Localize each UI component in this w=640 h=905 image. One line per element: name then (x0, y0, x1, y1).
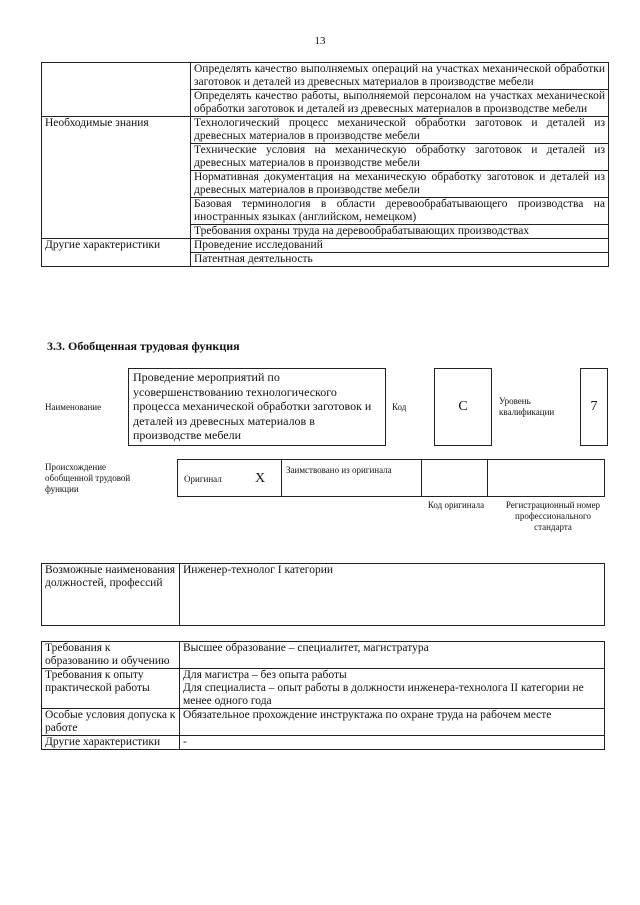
requirement-line: Для специалиста – опыт работы в должности инженера-технолога II категории не менее одного года (183, 682, 584, 707)
reg-caption: Регистрационный номер профессионального стандарта (505, 500, 601, 532)
other-label: Другие характеристики (42, 239, 191, 267)
requirement-value: Обязательное прохождение инструктажа по охране труда на рабочем месте (180, 709, 605, 736)
empty-label-cell (42, 63, 191, 117)
knowledge-table (41, 62, 609, 267)
function-name: Проведение мероприятий по усовершенствованию технологического процесса механической обработки заготовок и деталей из древесных материалов в производстве мебели (128, 368, 386, 446)
code-value: С (434, 368, 492, 446)
positions-value: Инженер-технолог I категории (180, 564, 605, 626)
original-label: Оригинал (184, 474, 222, 484)
section-title: 3.3. Обобщенная трудовая функция (47, 339, 240, 353)
skill-row: Определять качество выполняемых операций на участках механической обработки заготовок и деталей из древесных материалов в производстве мебели (191, 63, 609, 90)
origin-table (177, 459, 605, 497)
borrowed-label: Заимствовано из оригинала (282, 460, 422, 496)
knowledge-label: Необходимые знания (42, 117, 191, 239)
knowledge-row: Базовая терминология в области деревообрабатывающего производства на иностранных языках (английском, немецком) (191, 198, 609, 225)
code-label: Код (392, 402, 407, 412)
origin-reg-cell (488, 460, 604, 496)
page-number: 13 (314, 35, 326, 47)
other-row: Проведение исследований (191, 239, 609, 253)
knowledge-row: Технологический процесс механической обработки заготовок и деталей из древесных материалов в производстве мебели (191, 117, 609, 144)
origin-code-cell (422, 460, 488, 496)
requirement-label: Особые условия допуска к работе (42, 709, 180, 736)
requirement-label: Другие характеристики (42, 736, 180, 750)
positions-label: Возможные наименования должностей, профессий (42, 564, 180, 626)
other-row: Патентная деятельность (191, 253, 609, 267)
requirement-label: Требования к образованию и обучению (42, 642, 180, 669)
knowledge-row: Технические условия на механическую обработку заготовок и деталей из древесных материалов в производстве мебели (191, 144, 609, 171)
requirement-value (180, 669, 605, 709)
knowledge-row: Нормативная документация на механическую обработку заготовок и деталей из древесных материалов в производстве мебели (191, 171, 609, 198)
requirements-table (41, 641, 605, 750)
requirement-value: Высшее образование – специалитет, магистратура (180, 642, 605, 669)
level-label: Уровень квалификации (499, 396, 555, 417)
origin-label: Происхождение обобщенной трудовой функции (45, 462, 131, 494)
code-caption: Код оригинала (427, 500, 485, 510)
knowledge-row: Требования охраны труда на деревообрабатывающих производствах (191, 225, 609, 239)
requirement-label: Требования к опыту практической работы (42, 669, 180, 709)
skill-row: Определять качество работы, выполняемой персоналом на участках механической обработки заготовок и деталей из древесных материалов в производстве мебели (191, 90, 609, 117)
level-value: 7 (580, 368, 608, 446)
original-mark: X (255, 471, 266, 486)
requirement-value: - (180, 736, 605, 750)
requirement-line: Для магистра – без опыта работы (183, 669, 347, 681)
origin-original-cell (178, 460, 282, 496)
positions-table (41, 563, 605, 626)
name-label: Наименование (45, 402, 102, 412)
